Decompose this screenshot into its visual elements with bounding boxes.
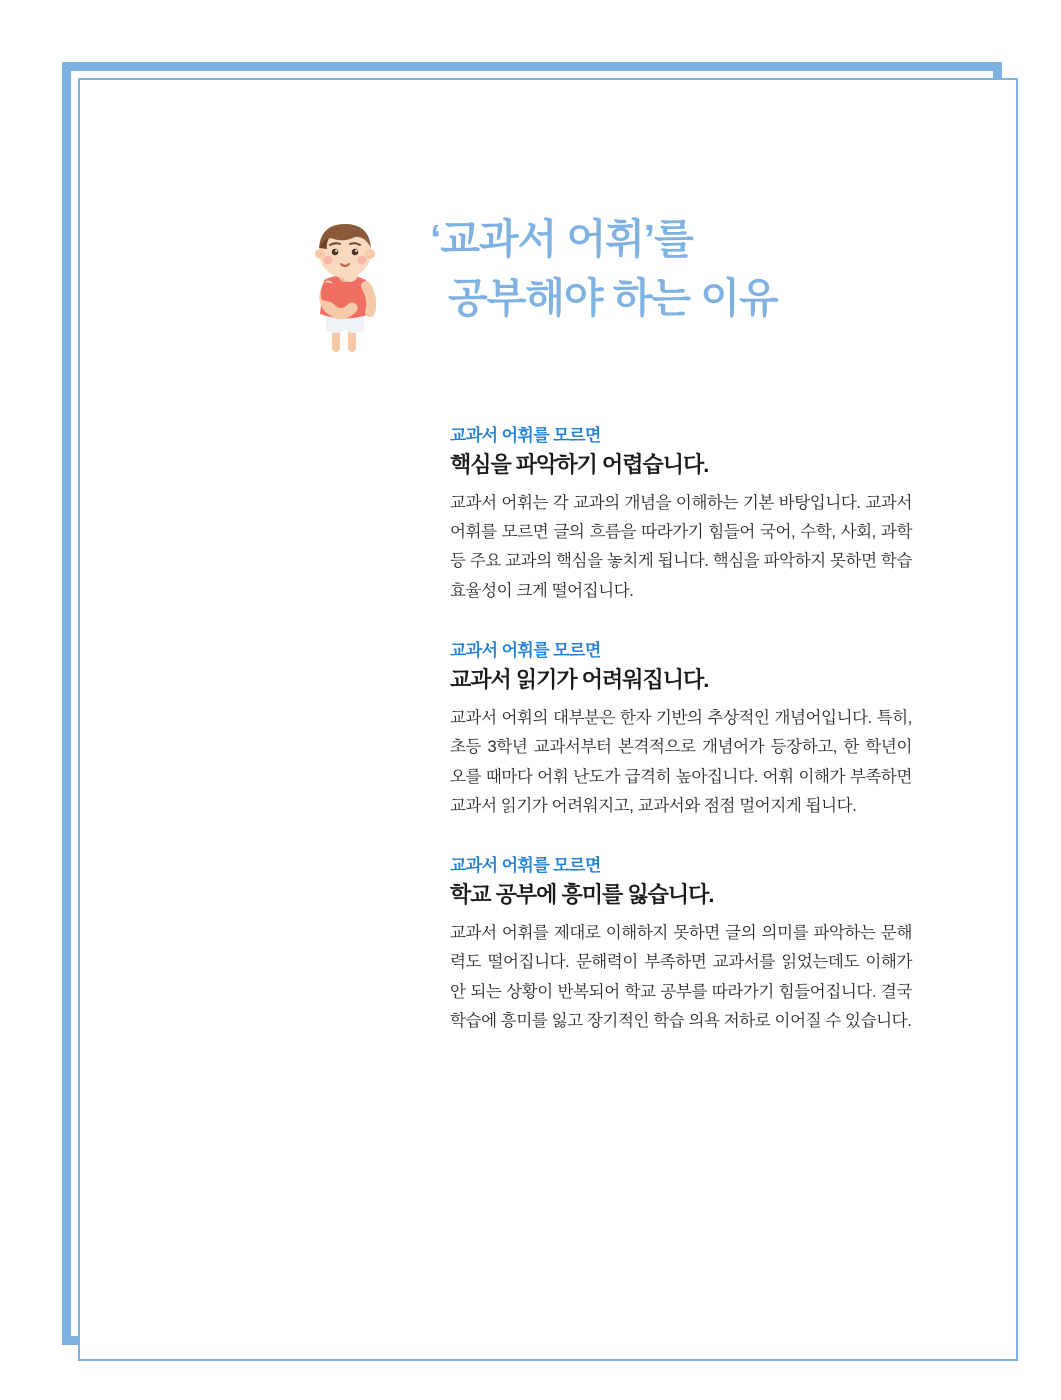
reason-body: 교과서 어휘를 제대로 이해하지 못하면 글의 의미를 파악하는 문해력도 떨어집니다. 문해력이 부족하면 교과서를 읽었는데도 이해가 안 되는 상황이 반복되어 학교 공부를 따라가기 힘들어집니다. 결국 학습에 흥미를 잃고 장기적인 학습 의욕 저하로 이어질 수 있습니다. — [450, 923, 912, 1031]
page-title — [430, 210, 950, 329]
reasons-list — [450, 425, 912, 1036]
reason-section-2 — [450, 640, 912, 821]
reason-kicker: 교과서 어휘를 모르면 — [450, 641, 601, 661]
reason-section-3 — [450, 855, 912, 1036]
reason-headline: 교과서 읽기가 어려워집니다. — [450, 667, 709, 693]
reason-body: 교과서 어휘의 대부분은 한자 기반의 추상적인 개념어입니다. 특히, 초등 3학년 교과서부터 본격적으로 개념어가 등장하고, 한 학년이 오를 때마다 어휘 난도가 급격히 높아집니다. 어휘 이해가 부족하면 교과서 읽기가 어려워지고, 교과서와 점점 멀어지게 됩니다. — [450, 708, 912, 815]
reason-headline: 핵심을 파악하기 어렵습니다. — [450, 452, 709, 478]
reason-kicker: 교과서 어휘를 모르면 — [450, 856, 601, 876]
reason-headline: 학교 공부에 흥미를 잃습니다. — [450, 882, 714, 908]
thinking-boy-icon — [290, 218, 400, 358]
reason-body: 교과서 어휘는 각 교과의 개념을 이해하는 기본 바탕입니다. 교과서 어휘를 모르면 글의 흐름을 따라가기 힘들어 국어, 수학, 사회, 과학 등 주요 교과의 핵심을 놓치게 됩니다. 핵심을 파악하지 못하면 학습 효율성이 크게 떨어집니다. — [450, 493, 912, 600]
reason-kicker: 교과서 어휘를 모르면 — [450, 426, 601, 445]
page-title-line-1: ‘교과서 어휘’를 — [430, 216, 693, 262]
reason-section-1 — [450, 425, 912, 606]
page-title-line-2: 공부해야 하는 이유 — [448, 275, 778, 322]
page-header — [290, 210, 950, 370]
